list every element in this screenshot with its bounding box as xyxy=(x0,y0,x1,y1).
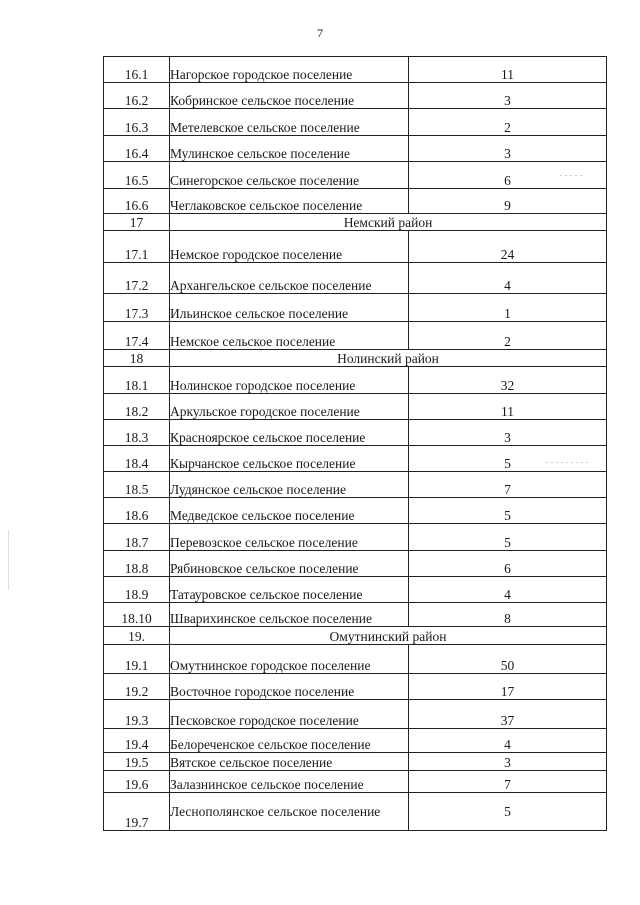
table-row xyxy=(104,645,607,674)
scan-artifact xyxy=(546,462,590,463)
settlement-name: Архангельское сельское поселение xyxy=(170,263,409,294)
table-row xyxy=(104,83,607,109)
row-number: 19.2 xyxy=(104,674,170,700)
settlement-name: Нолинское городское поселение xyxy=(170,367,409,394)
row-number: 17 xyxy=(104,214,170,231)
settlement-name: Чеглаковское сельское поселение xyxy=(170,189,409,214)
row-number: 19.5 xyxy=(104,753,170,771)
row-number: 19. xyxy=(104,627,170,645)
scan-artifact xyxy=(8,530,9,590)
table-row xyxy=(104,700,607,729)
settlement-value: 50 xyxy=(409,645,607,674)
settlement-value: 11 xyxy=(409,57,607,83)
row-number: 16.3 xyxy=(104,109,170,136)
settlement-value: 9 xyxy=(409,189,607,214)
settlement-value: 5 xyxy=(409,793,607,831)
settlement-value: 3 xyxy=(409,83,607,109)
table-row xyxy=(104,109,607,136)
settlement-name: Рябиновское сельское поселение xyxy=(170,551,409,577)
row-number: 18.3 xyxy=(104,420,170,446)
table-row xyxy=(104,367,607,394)
district-name: Нолинский район xyxy=(170,350,607,367)
settlement-value: 6 xyxy=(409,162,607,189)
settlement-name: Перевозское сельское поселение xyxy=(170,524,409,551)
row-number: 19.1 xyxy=(104,645,170,674)
settlement-value: 5 xyxy=(409,498,607,524)
settlement-name: Мулинское сельское поселение xyxy=(170,136,409,162)
settlement-name: Кобринское сельское поселение xyxy=(170,83,409,109)
row-number: 16.6 xyxy=(104,189,170,214)
table-row xyxy=(104,446,607,472)
table-row xyxy=(104,136,607,162)
settlement-name: Синегорское сельское поселение xyxy=(170,162,409,189)
settlement-name: Песковское городское поселение xyxy=(170,700,409,729)
settlement-name: Леснополянское сельское поселение xyxy=(170,793,409,831)
table-row xyxy=(104,603,607,627)
table-row xyxy=(104,577,607,603)
table-row xyxy=(104,394,607,420)
settlement-value: 32 xyxy=(409,367,607,394)
settlement-name: Татауровское сельское поселение xyxy=(170,577,409,603)
settlement-value: 24 xyxy=(409,231,607,263)
row-number: 16.4 xyxy=(104,136,170,162)
table-row xyxy=(104,57,607,83)
district-row xyxy=(104,214,607,231)
table-row xyxy=(104,189,607,214)
settlement-value: 6 xyxy=(409,551,607,577)
settlement-value: 37 xyxy=(409,700,607,729)
row-number: 16.2 xyxy=(104,83,170,109)
settlement-name: Нагорское городское поселение xyxy=(170,57,409,83)
table-row xyxy=(104,551,607,577)
table-row xyxy=(104,753,607,771)
district-row xyxy=(104,627,607,645)
row-number: 19.3 xyxy=(104,700,170,729)
row-number: 18.9 xyxy=(104,577,170,603)
settlement-value: 4 xyxy=(409,577,607,603)
district-row xyxy=(104,350,607,367)
settlement-name: Метелевское сельское поселение xyxy=(170,109,409,136)
row-number: 18.5 xyxy=(104,472,170,498)
district-name: Омутнинский район xyxy=(170,627,607,645)
page-number: 7 xyxy=(317,26,323,40)
settlement-name: Лудянское сельское поселение xyxy=(170,472,409,498)
row-number: 18 xyxy=(104,350,170,367)
table-row xyxy=(104,162,607,189)
row-number: 19.6 xyxy=(104,771,170,793)
table-row xyxy=(104,793,607,831)
row-number: 19.7 xyxy=(104,793,170,831)
settlement-value: 7 xyxy=(409,771,607,793)
table-row xyxy=(104,263,607,294)
settlement-value: 2 xyxy=(409,322,607,350)
settlement-value: 3 xyxy=(409,753,607,771)
row-number: 18.10 xyxy=(104,603,170,627)
settlement-name: Красноярское сельское поселение xyxy=(170,420,409,446)
settlement-value: 5 xyxy=(409,524,607,551)
table-row xyxy=(104,231,607,263)
table-row xyxy=(104,498,607,524)
row-number: 18.7 xyxy=(104,524,170,551)
settlement-name: Кырчанское сельское поселение xyxy=(170,446,409,472)
settlement-name: Немское сельское поселение xyxy=(170,322,409,350)
settlement-value: 4 xyxy=(409,263,607,294)
table-row xyxy=(104,294,607,322)
settlement-name: Немское городское поселение xyxy=(170,231,409,263)
settlement-name: Медведское сельское поселение xyxy=(170,498,409,524)
table-row xyxy=(104,322,607,350)
district-name: Немский район xyxy=(170,214,607,231)
row-number: 19.4 xyxy=(104,729,170,753)
settlement-name: Белореченское сельское поселение xyxy=(170,729,409,753)
row-number: 17.2 xyxy=(104,263,170,294)
settlement-value: 3 xyxy=(409,420,607,446)
settlement-value: 11 xyxy=(409,394,607,420)
settlement-value: 8 xyxy=(409,603,607,627)
settlement-value: 7 xyxy=(409,472,607,498)
table-row xyxy=(104,729,607,753)
row-number: 17.4 xyxy=(104,322,170,350)
settlements-table-body xyxy=(104,57,607,831)
settlement-name: Восточное городское поселение xyxy=(170,674,409,700)
settlement-value: 1 xyxy=(409,294,607,322)
row-number: 17.1 xyxy=(104,231,170,263)
scan-artifact xyxy=(560,175,584,176)
row-number: 18.1 xyxy=(104,367,170,394)
settlement-name: Шварихинское сельское поселение xyxy=(170,603,409,627)
settlement-name: Вятское сельское поселение xyxy=(170,753,409,771)
settlements-table xyxy=(103,56,607,831)
row-number: 16.1 xyxy=(104,57,170,83)
settlement-value: 5 xyxy=(409,446,607,472)
row-number: 18.4 xyxy=(104,446,170,472)
settlement-value: 17 xyxy=(409,674,607,700)
row-number: 17.3 xyxy=(104,294,170,322)
table-row xyxy=(104,472,607,498)
table-row xyxy=(104,771,607,793)
settlement-value: 4 xyxy=(409,729,607,753)
row-number: 18.2 xyxy=(104,394,170,420)
table-row xyxy=(104,524,607,551)
settlement-name: Ильинское сельское поселение xyxy=(170,294,409,322)
row-number: 18.8 xyxy=(104,551,170,577)
settlement-value: 2 xyxy=(409,109,607,136)
table-row xyxy=(104,674,607,700)
settlement-value: 3 xyxy=(409,136,607,162)
table-row xyxy=(104,420,607,446)
settlement-name: Залазнинское сельское поселение xyxy=(170,771,409,793)
settlement-name: Аркульское городское поселение xyxy=(170,394,409,420)
row-number: 18.6 xyxy=(104,498,170,524)
settlement-name: Омутнинское городское поселение xyxy=(170,645,409,674)
row-number: 16.5 xyxy=(104,162,170,189)
